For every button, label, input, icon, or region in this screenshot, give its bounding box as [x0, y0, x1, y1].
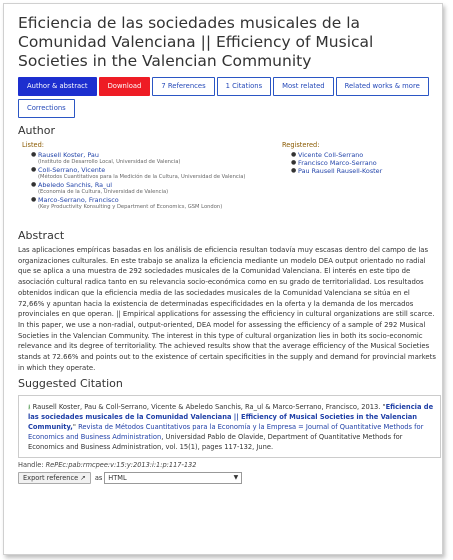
citation-heading: Suggested Citation [18, 377, 123, 391]
author-entry [22, 166, 272, 181]
quote-open: " [382, 403, 386, 412]
citation-box [18, 395, 441, 458]
paper-page [3, 3, 443, 555]
abstract-text: Las aplicaciones empíricas basadas en los análisis de eficiencia resultan todavía muy escasas dentro del campo de las organizaciones culturales. En este trabajo se analiza la eficiencia mediante un modelo DEA output orientado no radial que se aplica a una muestra de 292 sociedades musicales de la Comunidad Valenciana. El interés en este tipo de asociación cultural radica tanto en su relevancia socio-económica como en su grado de territorialidad. Los resultados obtenidos indican que la eficiencia media de las sociedades musicales de la Comunidad Valenciana se sitúa en el 72,66% y apuntan hacia la existencia de determinadas especificidades en la oferta y la demanda de los mercados provinciales en que operan. || Empirical applications for assessing the efficiency in cultural organizations are still scarce. In this paper, we use a non-radial, output-oriented, DEA model for assessing the efficiency of a sample of 292 Musical Societies in the Valencian Community. The interest in this type of cultural organization lies in both its socio-economic relevance and its degree of territoriality. The achieved results show that the average efficiency of the Musical Societies stands at 72.66% and points out to the existence of certain specificities in the supply and demand for provincial markets in which they operate. [18, 246, 436, 372]
export-reference-button[interactable] [18, 472, 91, 484]
handle-row [18, 461, 436, 469]
tab-related-works[interactable]: Related works & more [336, 77, 429, 96]
abstract-heading: Abstract [18, 229, 65, 242]
quote-close: " [72, 423, 76, 432]
registered-author[interactable] [282, 167, 432, 175]
export-row [18, 472, 436, 484]
handle-label: Handle: [18, 461, 44, 470]
as-label: as [94, 474, 103, 483]
listed-label: Listed: [22, 141, 44, 149]
bullet: ● [291, 159, 297, 166]
citation-authors: Rausell Koster, Pau & Coll-Serrano, Vicente & Abeledo Sanchis, Ra_ul & Marco-Serrano, Francisco, 2013. [32, 403, 381, 412]
author-heading: Author [18, 124, 56, 137]
registered-author-link[interactable]: Vicente Coll-Serrano [298, 151, 364, 159]
author-affiliation: (Economia de la Cultura, Universidad de Valencia) [38, 189, 169, 195]
bullet: ● [31, 196, 37, 203]
citation-journal-link[interactable]: Revista de Métodos Cuantitativos para la Economía y la Empresa = Journal of Quantitative Methods for Economics and Business Administration [28, 423, 424, 442]
bullet: ● [31, 166, 37, 173]
bullet: ● [31, 151, 37, 158]
bullet: ● [291, 151, 297, 158]
registered-label: Registered: [282, 141, 320, 149]
author-entry [22, 151, 272, 166]
tab-citations[interactable]: 1 Citations [217, 77, 272, 96]
registered-author-link[interactable]: Francisco Marco-Serrano [298, 159, 377, 167]
author-affiliation: (Key Productivity Konsulting y Department of Economics, GSM London) [38, 204, 223, 210]
citation-rest: , Universidad Pablo de Olavide, Department of Quantitative Methods for Economics and Business Administration, vol. 15(1), pages 117-132, June. [28, 433, 403, 452]
registered-author-link[interactable]: Pau Rausell Rausell-Koster [298, 167, 383, 175]
external-link-icon: ↗ [80, 474, 86, 483]
author-affiliation: (Métodos Cuantitativos para la Medición de la Cultura, Universidad de Valencia) [38, 174, 246, 180]
chevron-down-icon: ▼ [233, 474, 239, 482]
registered-authors [282, 141, 432, 175]
tab-corrections[interactable]: Corrections [18, 99, 75, 118]
tab-references[interactable]: 7 References [152, 77, 214, 96]
author-affiliation: (Instituto de Desarrollo Local, Universidad de Valencia) [38, 159, 181, 165]
listed-authors [22, 141, 272, 211]
download-icon[interactable]: ⭳ [28, 403, 31, 412]
author-entry [22, 181, 272, 196]
handle-value: RePEc:pab:rmcpee:v:15:y:2013:i:1:p:117-132 [45, 461, 197, 470]
export-button-label: Export reference [23, 474, 79, 483]
author-name: Coll-Serrano, Vicente [38, 166, 106, 174]
page-title: Eficiencia de las sociedades musicales de la Comunidad Valenciana || Efficiency of Musical Societies in the Valencian Community [18, 14, 374, 70]
author-name: Marco-Serrano, Francisco [38, 196, 119, 204]
citation-title-link[interactable]: Eficiencia de las sociedades musicales de la Comunidad Valenciana || Efficiency of Musical Societies in the Valencian Community, [28, 403, 434, 432]
tab-download[interactable]: Download [99, 77, 151, 96]
author-name: Rausell Koster, Pau [38, 151, 99, 159]
export-format-value: HTML [108, 474, 127, 483]
authors-section [18, 141, 436, 225]
registered-author[interactable] [282, 151, 432, 159]
registered-author[interactable] [282, 159, 432, 167]
bullet: ● [31, 181, 37, 188]
export-format-select[interactable] [104, 472, 242, 484]
tab-most-related[interactable]: Most related [273, 77, 333, 96]
author-name: Abeledo Sanchis, Ra_ul [38, 181, 113, 189]
content [18, 14, 436, 484]
tab-bar [18, 77, 430, 118]
tab-author-abstract[interactable]: Author & abstract [18, 77, 97, 96]
bullet: ● [291, 167, 297, 174]
author-entry [22, 196, 272, 211]
